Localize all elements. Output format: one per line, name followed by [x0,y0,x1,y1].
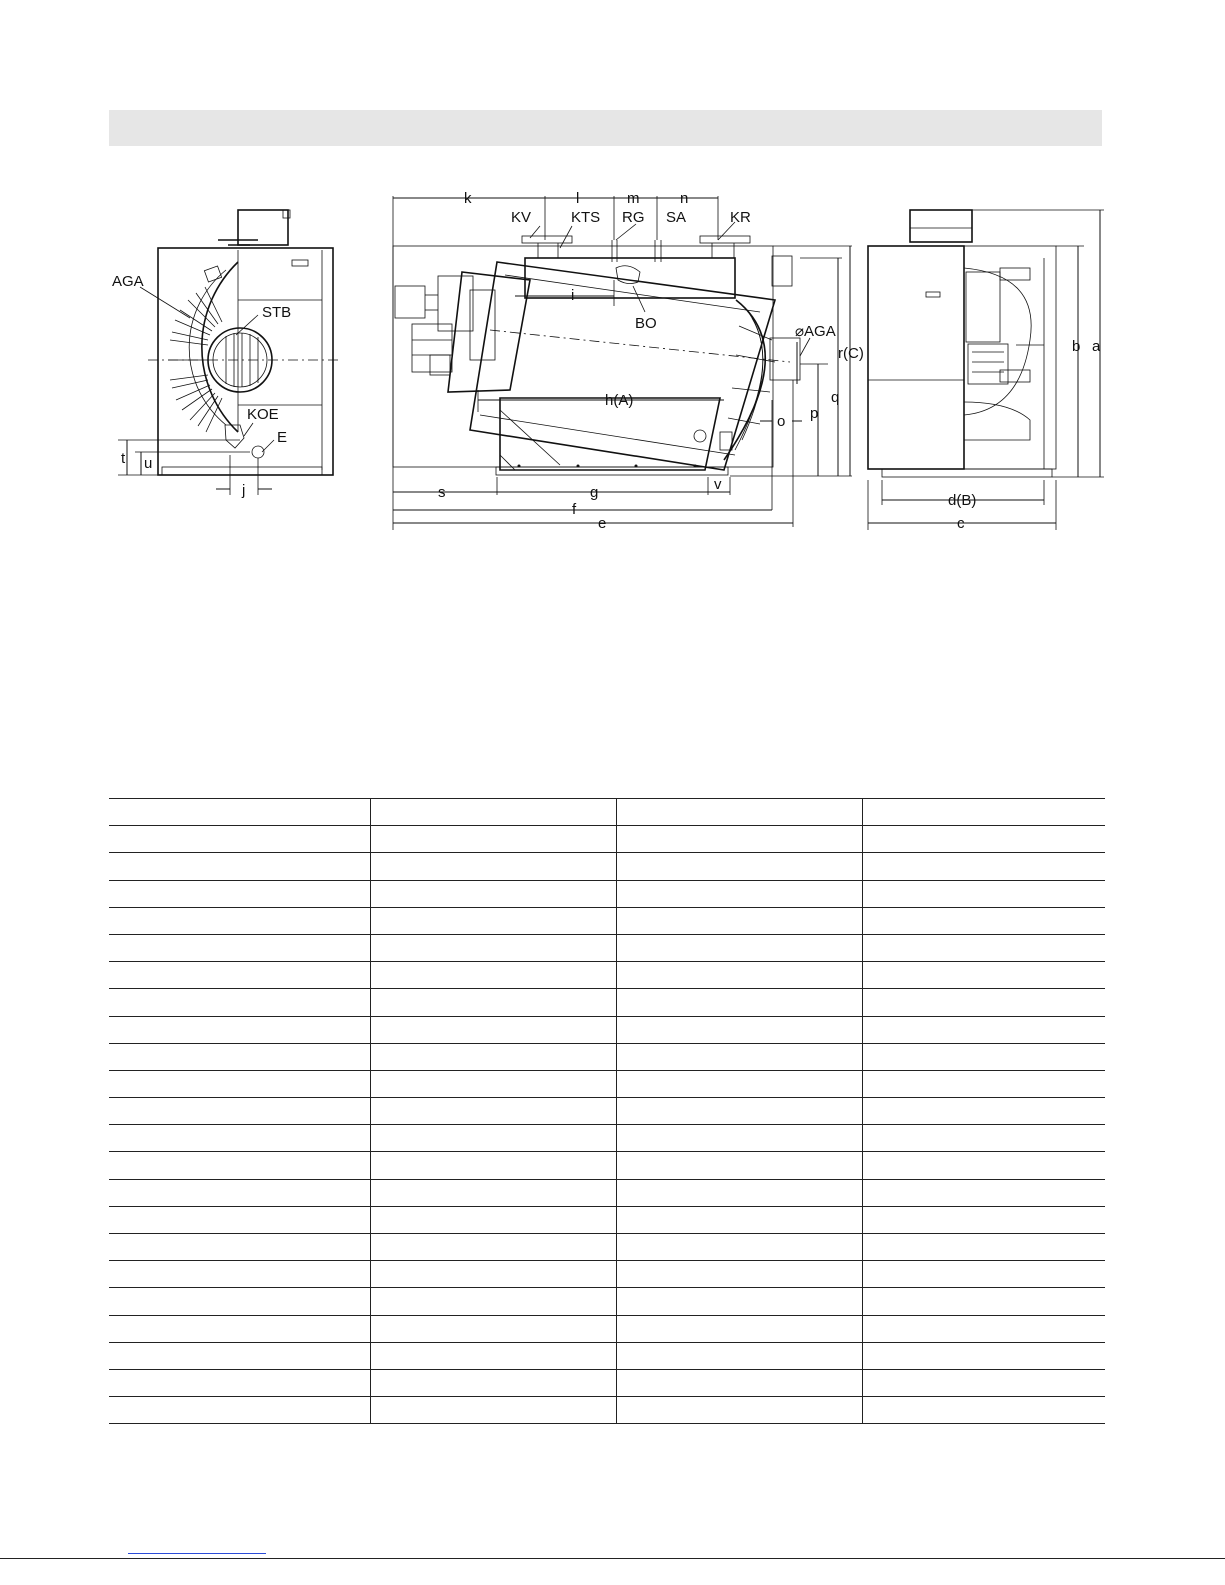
side-label-bo: BO [635,315,657,332]
side-label-q: q [831,389,840,406]
table-cell [109,1098,371,1125]
table-cell [617,799,863,826]
table-cell [617,1098,863,1125]
table-row [109,1152,1105,1179]
side-view [393,190,864,532]
table-row [109,989,1105,1016]
table-cell [109,1261,371,1288]
table-cell [371,962,617,989]
front-label-aga: AGA [112,273,144,290]
table-cell [371,1016,617,1043]
table-cell [863,1315,1106,1342]
table-cell [109,1070,371,1097]
table-row [109,962,1105,989]
table-row [109,934,1105,961]
side-label-l: l [576,190,580,207]
table-cell [371,799,617,826]
table-cell [617,1125,863,1152]
table-cell [371,1070,617,1097]
table-cell [617,880,863,907]
table-cell [863,799,1106,826]
table-cell [863,1179,1106,1206]
table-row [109,1179,1105,1206]
table-cell [109,1234,371,1261]
table-cell [109,1016,371,1043]
table-cell [109,853,371,880]
side-label-f: f [572,501,577,518]
table-cell [863,1206,1106,1233]
table-cell [371,1397,617,1424]
table-cell [863,880,1106,907]
table-cell [371,1315,617,1342]
side-label-v: v [714,476,722,493]
table-cell [617,1206,863,1233]
table-row [109,799,1105,826]
table-cell [617,989,863,1016]
table-cell [371,1098,617,1125]
table-row [109,1070,1105,1097]
front-label-t: t [121,450,126,467]
table-row [109,907,1105,934]
table-cell [617,1288,863,1315]
table-cell [109,1206,371,1233]
table-cell [109,1369,371,1396]
side-label-n: n [680,190,689,207]
side-label-k: k [464,190,472,207]
table-cell [617,1397,863,1424]
table-cell [109,826,371,853]
table-cell [371,1261,617,1288]
table-cell [863,1234,1106,1261]
table-cell [371,1043,617,1070]
table-cell [617,1016,863,1043]
table-cell [617,1179,863,1206]
table-cell [109,907,371,934]
side-label-p: p [810,405,819,422]
table-row [109,853,1105,880]
boiler-dimension-drawing [0,0,1225,560]
table-cell [617,1315,863,1342]
table-cell [371,1125,617,1152]
table-cell [617,853,863,880]
front-label-koe: KOE [247,406,279,423]
table-cell [863,1369,1106,1396]
table-cell [863,934,1106,961]
side-label-s: s [438,484,446,501]
dimensions-table [109,798,1105,1424]
table-cell [617,1070,863,1097]
table-cell [617,907,863,934]
table-cell [371,1152,617,1179]
table-cell [617,826,863,853]
table-cell [617,934,863,961]
side-label-o: o [777,413,786,430]
side-label-kts: KTS [571,209,601,226]
table-row [109,826,1105,853]
table-cell [863,1070,1106,1097]
table-cell [371,907,617,934]
side-label-aga-diameter: ⌀AGA [795,323,836,340]
table-cell [371,853,617,880]
side-label-h-a: h(A) [605,392,634,409]
side-label-e: e [598,515,607,532]
table-cell [109,1315,371,1342]
table-cell [863,1261,1106,1288]
table-cell [617,1043,863,1070]
rear-label-d-b: d(B) [948,492,977,509]
table-cell [109,1288,371,1315]
table-row [109,1315,1105,1342]
table-row [109,1369,1105,1396]
table-cell [863,1397,1106,1424]
side-label-rg: RG [622,209,645,226]
front-label-j: j [242,482,246,499]
side-label-m: m [627,190,640,207]
front-view [112,210,340,499]
table-cell [371,934,617,961]
table-cell [371,1234,617,1261]
table-row [109,1043,1105,1070]
side-label-kr: KR [730,209,751,226]
table-cell [371,1179,617,1206]
table-row [109,1016,1105,1043]
table-cell [109,1397,371,1424]
table-cell [617,1261,863,1288]
rear-label-a: a [1092,338,1101,355]
table-cell [863,853,1106,880]
table-cell [863,1016,1106,1043]
table-cell [863,826,1106,853]
rear-label-b: b [1072,338,1081,355]
front-label-u: u [144,455,153,472]
table-row [109,1234,1105,1261]
side-label-r-c: r(C) [838,345,864,362]
footer-rule [0,1558,1225,1559]
table-cell [617,962,863,989]
table-row [109,1288,1105,1315]
table-cell [109,1043,371,1070]
table-cell [617,1369,863,1396]
front-label-stb: STB [262,304,292,321]
table-cell [109,962,371,989]
front-label-e: E [277,429,288,446]
table-row [109,1342,1105,1369]
table-row [109,1206,1105,1233]
table-cell [371,826,617,853]
table-cell [863,1288,1106,1315]
table-cell [617,1152,863,1179]
side-label-kv: KV [511,209,532,226]
table-row [109,1125,1105,1152]
table-cell [371,1342,617,1369]
table-cell [617,1234,863,1261]
table-row [109,880,1105,907]
boiler-views-svg [0,0,1225,560]
table-cell [109,880,371,907]
table-cell [371,1206,617,1233]
table-cell [109,1179,371,1206]
table-cell [863,962,1106,989]
table-row [109,1261,1105,1288]
table-cell [371,1369,617,1396]
table-cell [371,1288,617,1315]
side-label-i: i [571,287,575,304]
table-cell [863,1342,1106,1369]
table-cell [109,1125,371,1152]
table-cell [109,799,371,826]
table-cell [863,1152,1106,1179]
table-cell [863,1098,1106,1125]
table-cell [371,880,617,907]
table-cell [371,989,617,1016]
table-cell [863,1125,1106,1152]
table-cell [109,934,371,961]
dimensions-table-body [109,799,1105,1424]
table-cell [109,1152,371,1179]
side-label-g: g [590,484,599,501]
table-cell [617,1342,863,1369]
rear-view [868,210,1104,532]
table-row [109,1098,1105,1125]
table-row [109,1397,1105,1424]
side-label-sa: SA [666,209,687,226]
footer-link-underline[interactable] [128,1552,266,1554]
table-cell [863,1043,1106,1070]
table-cell [109,1342,371,1369]
table-cell [863,989,1106,1016]
rear-label-c: c [957,515,965,532]
table-cell [863,907,1106,934]
table-cell [109,989,371,1016]
